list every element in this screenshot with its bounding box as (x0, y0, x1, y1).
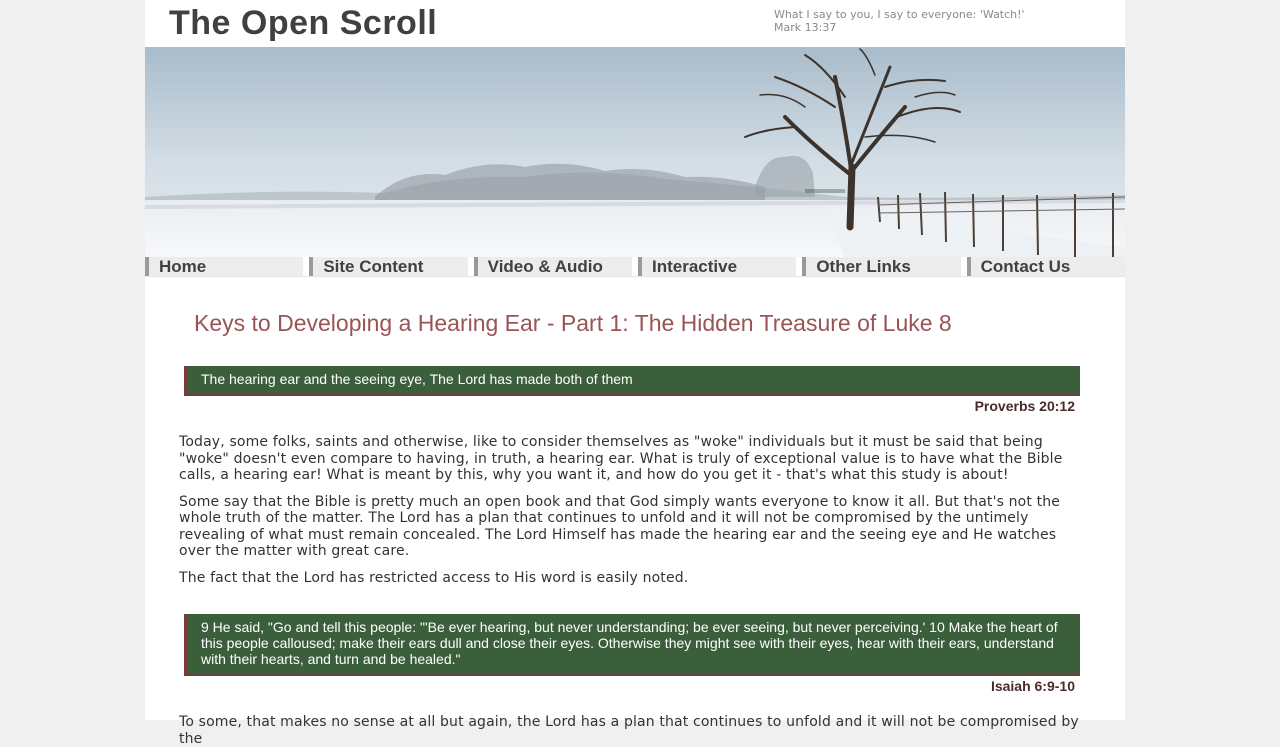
nav-site-content[interactable]: Site Content (309, 257, 467, 276)
article-content (145, 310, 1125, 747)
verse-quote-box: The hearing ear and the seeing eye, The Lord has made both of them (184, 366, 1080, 396)
nav-other-links[interactable]: Other Links (802, 257, 960, 276)
main-navigation (145, 257, 1125, 277)
nav-contact-us[interactable]: Contact Us (967, 257, 1125, 276)
winter-landscape-banner (145, 47, 1125, 257)
site-tagline (774, 8, 1025, 34)
page-container (145, 0, 1125, 747)
paragraph: To some, that makes no sense at all but again, the Lord has a plan that continues to unfold and it will not be compromised by the (179, 714, 1079, 747)
verse-reference: Isaiah 6:9-10 (990, 678, 1075, 694)
tagline-reference: Mark 13:37 (774, 21, 837, 34)
paragraph: Today, some folks, saints and otherwise, like to consider themselves as "woke" individuals but it must be said that being "woke" doesn't even compare to having, in truth, a hearing ear. What is truly of exceptional value is to have what the Bible calls, a hearing ear! What is meant by this, why you want it, and how do you get it - that's what this study is about! (179, 434, 1063, 483)
nav-video-audio[interactable]: Video & Audio (474, 257, 632, 276)
site-header (145, 0, 1125, 47)
verse-reference: Proverbs 20:12 (974, 398, 1075, 414)
nav-home[interactable]: Home (145, 257, 303, 276)
site-title[interactable]: The Open Scroll (169, 4, 438, 42)
tagline-quote: What I say to you, I say to everyone: 'Watch!' (774, 8, 1025, 21)
paragraph: The fact that the Lord has restricted access to His word is easily noted. (179, 569, 689, 586)
article-title: Keys to Developing a Hearing Ear - Part 1: The Hidden Treasure of Luke 8 (194, 310, 952, 336)
nav-interactive[interactable]: Interactive (638, 257, 796, 276)
paragraph: Some say that the Bible is pretty much an open book and that God simply wants everyone to know it all. But that's not the whole truth of the matter. The Lord has a plan that continues to unfold and it will not be compromised by the untimely revealing of what must remain concealed. The Lord Himself has made the hearing ear and the seeing eye and He watches over the matter with great care. (179, 493, 1061, 559)
verse-quote-box: 9 He said, "Go and tell this people: "'Be ever hearing, but never understanding; be ever seeing, but never perceiving.' 10 Make the heart of this people calloused; make their ears dull and close their eyes. Otherwise they might see with their eyes, hear with their ears, understand with their hearts, and turn and be healed." (184, 614, 1080, 676)
